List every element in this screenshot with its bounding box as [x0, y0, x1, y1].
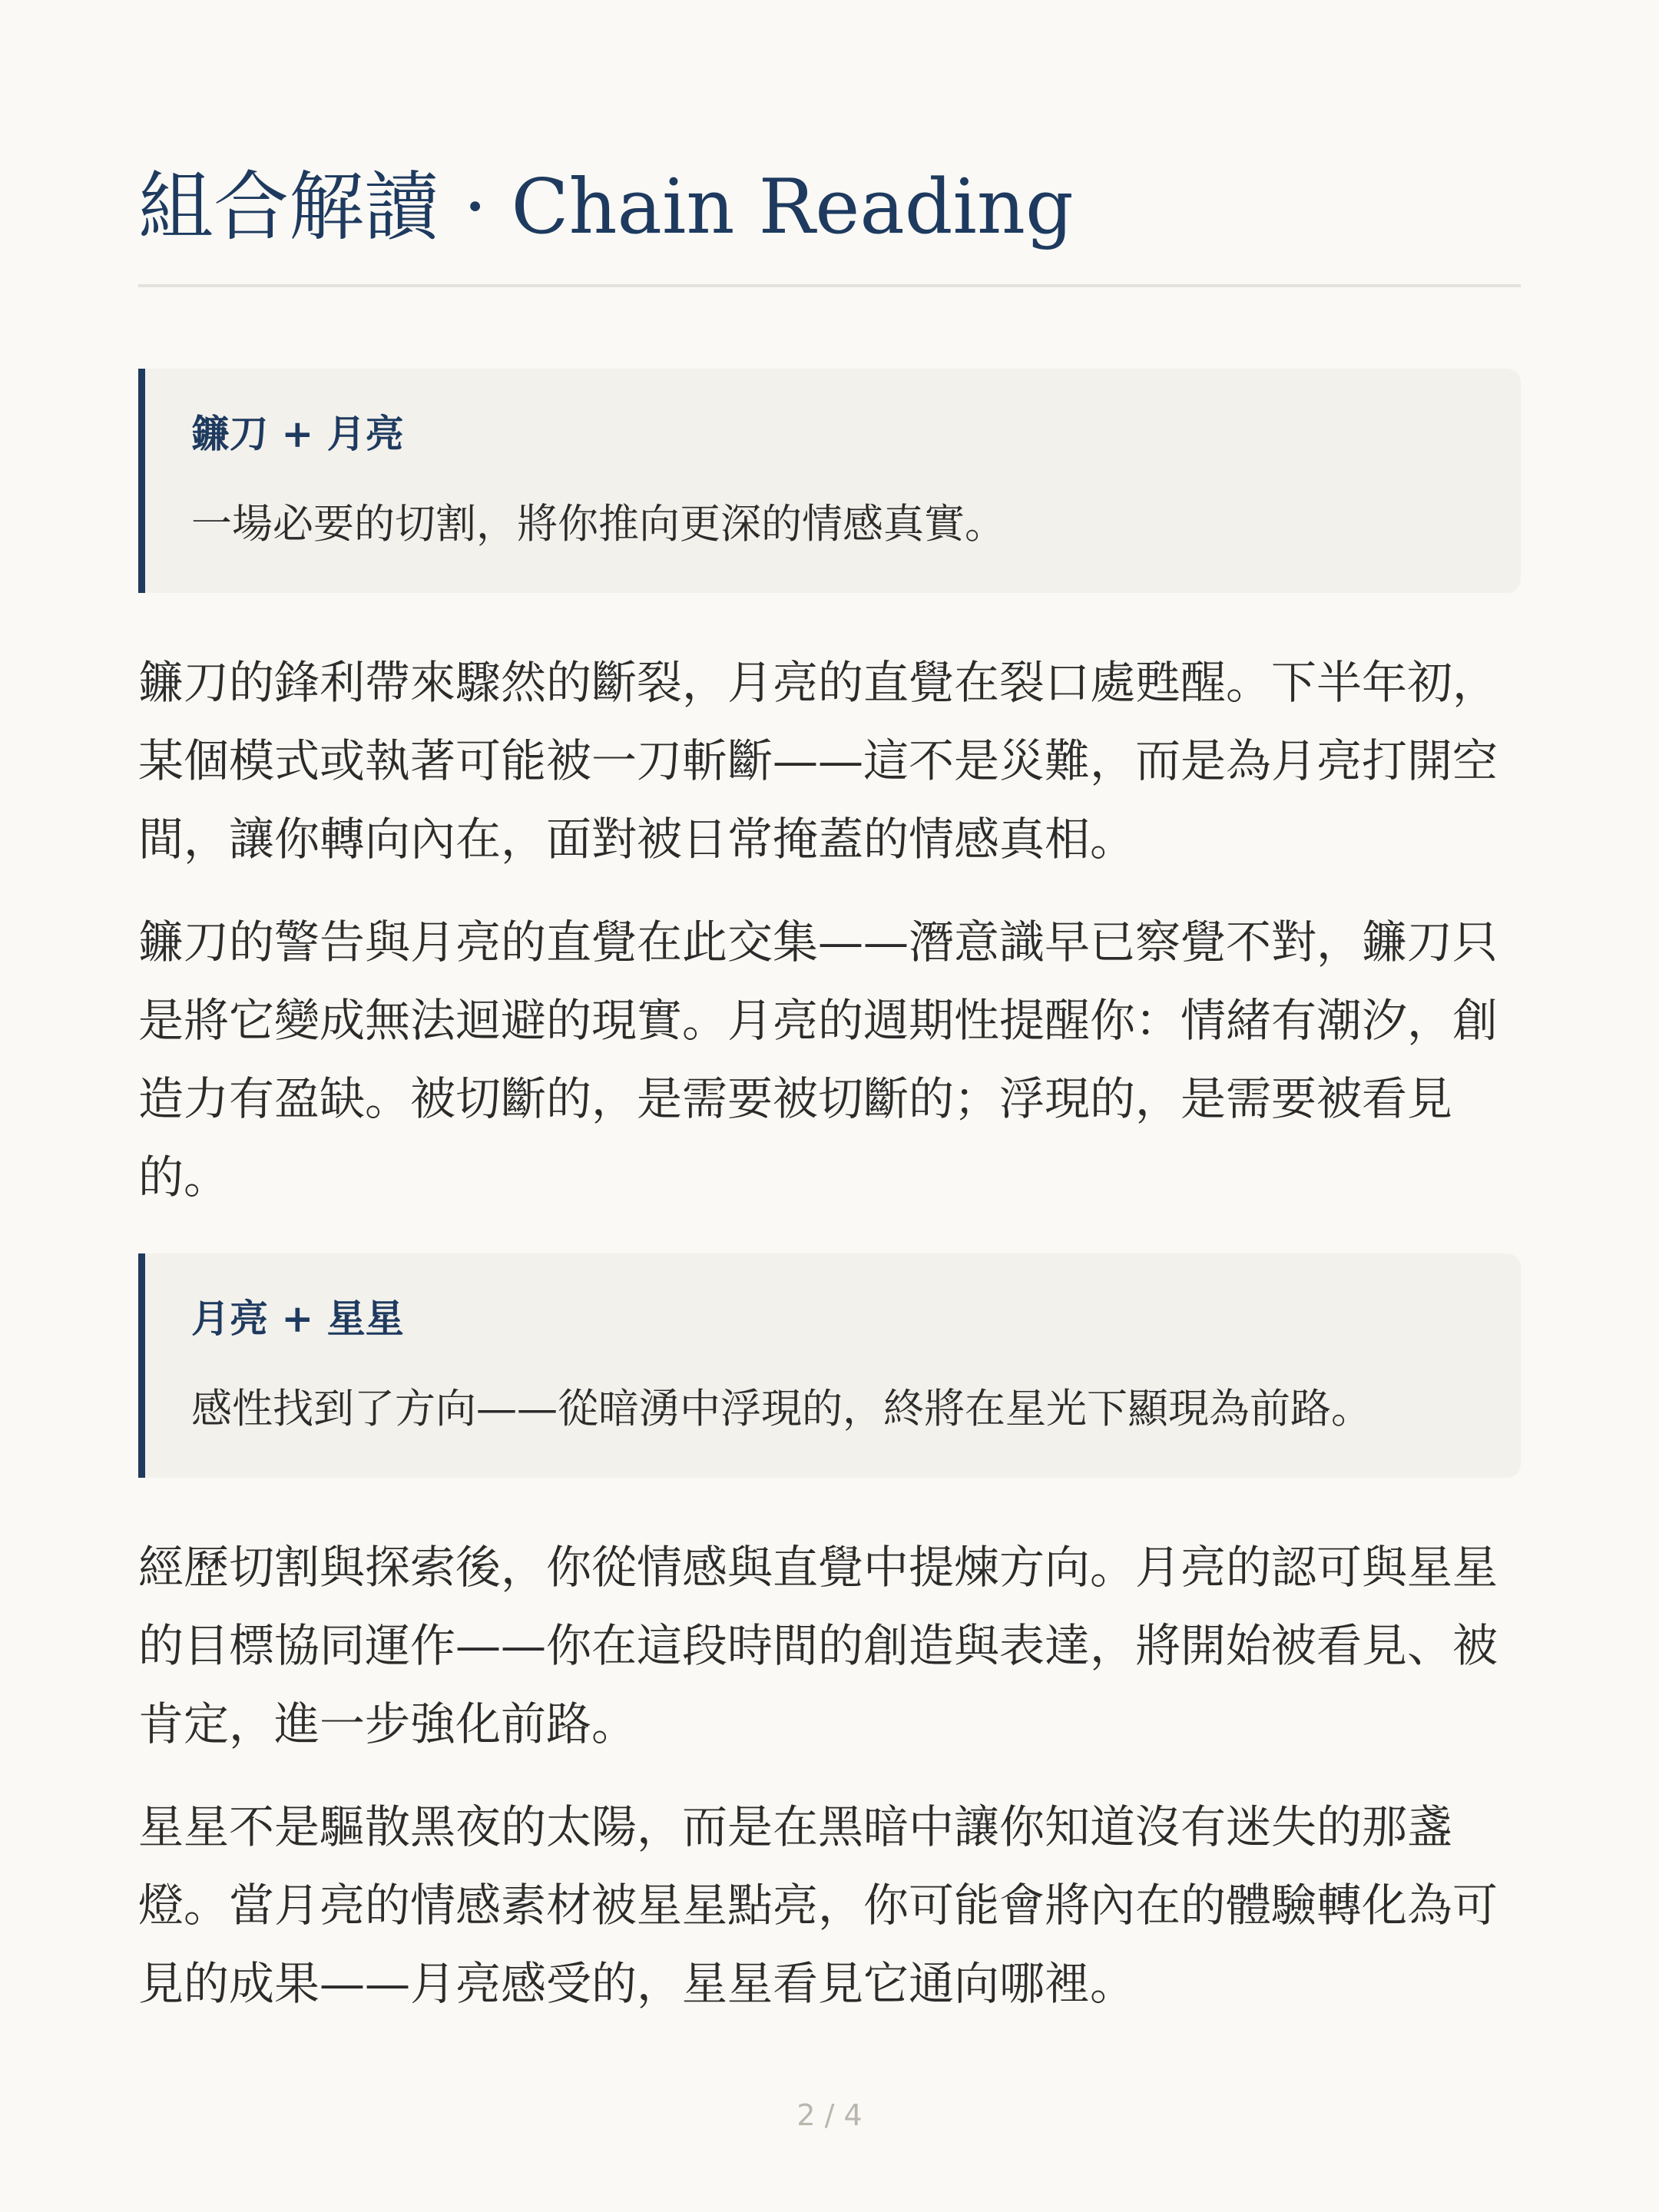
paragraph [138, 1788, 1521, 2023]
callout-sickle-moon [138, 369, 1521, 593]
paragraph-line: 見的成果——月亮感受的，星星看見它通向哪裡。 [138, 1957, 1136, 2010]
paragraph-line: 鐮刀的鋒利帶來驟然的斷裂，月亮的直覺在裂口處甦醒。下半年初， [138, 656, 1498, 709]
callout-text: 一場必要的切割，將你推向更深的情感真實。 [191, 501, 1005, 548]
paragraph [138, 644, 1521, 879]
callout-text: 感性找到了方向——從暗湧中浮現的，終將在星光下顯現為前路。 [191, 1386, 1372, 1432]
paragraph-line: 燈。當月亮的情感素材被星星點亮，你可能會將內在的體驗轉化為可 [138, 1879, 1498, 1932]
paragraph-line: 某個模式或執著可能被一刀斬斷——這不是災難，而是為月亮打開空 [138, 734, 1498, 787]
paragraph-line: 間，讓你轉向內在，面對被日常掩蓋的情感真相。 [138, 813, 1136, 866]
paragraph-line: 造力有盈缺。被切斷的，是需要被切斷的；浮現的，是需要被看見 [138, 1072, 1453, 1125]
paragraph [138, 903, 1521, 1217]
paragraph-line: 肯定，進一步強化前路。 [138, 1697, 637, 1750]
paragraph-line: 經歷切割與探索後，你從情感與直覺中提煉方向。月亮的認可與星星 [138, 1541, 1498, 1594]
page-indicator: 2 / 4 [796, 2098, 863, 2132]
paragraph-line: 的。 [138, 1151, 230, 1204]
paragraph-line: 鐮刀的警告與月亮的直覺在此交集——潛意識早已察覺不對，鐮刀只 [138, 916, 1498, 969]
title-divider [138, 284, 1521, 287]
paragraph [138, 1528, 1521, 1763]
page-title: 組合解讀 · Chain Reading [138, 164, 1074, 251]
paragraph-line: 是將它變成無法迴避的現實。月亮的週期性提醒你：情緒有潮汐，創 [138, 994, 1498, 1047]
callout-title: 月亮 + 星星 [191, 1296, 404, 1341]
page-content [138, 0, 1521, 2023]
paragraph-line: 星星不是驅散黑夜的太陽，而是在黑暗中讓你知道沒有迷失的那盞 [138, 1800, 1453, 1853]
callout-moon-star [138, 1253, 1521, 1478]
paragraph-line: 的目標協同運作——你在這段時間的創造與表達，將開始被看見、被 [138, 1619, 1498, 1672]
callout-title: 鐮刀 + 月亮 [191, 411, 404, 456]
